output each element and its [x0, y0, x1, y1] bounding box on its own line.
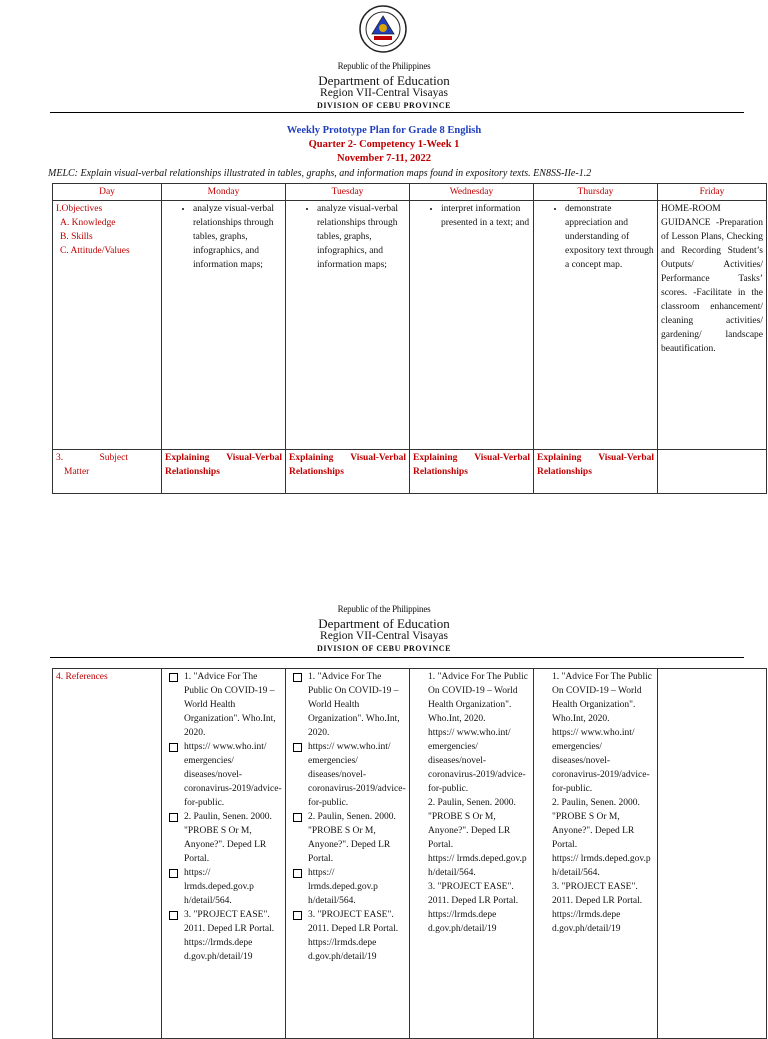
subject-wednesday: Explaining Visual-Verbal Relationships: [410, 450, 534, 494]
subject-friday: [658, 450, 767, 494]
objective-thursday: [534, 201, 658, 450]
subject-tuesday: Explaining Visual-Verbal Relationships: [286, 450, 410, 494]
region-line-2: Region VII-Central Visayas: [320, 630, 448, 642]
plan-title: Weekly Prototype Plan for Grade 8 English: [286, 125, 482, 136]
day-header: Friday: [658, 184, 767, 201]
day-header: Thursday: [534, 184, 658, 201]
subject-word2: Matter: [64, 467, 90, 477]
objective-text: • demonstrate appreciation and understanding of expository text through a concept map.: [565, 202, 654, 272]
melc-text: MELC: Explain visual-verbal relationships illustrated in tables, graphs, and information maps found in expository texts. EN8SS-IIe-1.2: [48, 168, 592, 179]
objective-monday: [162, 201, 286, 450]
references-monday: [162, 669, 286, 1039]
checkbox-icon: [169, 813, 178, 822]
deped-seal-icon: [358, 4, 408, 54]
reference-item: 3. "PROJECT EASE". 2011. Deped LR Portal. https://lrmds.depe d.gov.ph/detail/19: [428, 882, 519, 934]
plan-dates: November 7-11, 2022: [336, 153, 431, 164]
objectives-label: I.Objectives: [56, 204, 103, 214]
references-tuesday: [286, 669, 410, 1039]
checkbox-icon: [293, 743, 302, 752]
reference-item: https://lrmds.depe d.gov.ph/detail/19: [308, 938, 377, 962]
subject-word: Subject: [99, 453, 128, 463]
reference-item: https:// www.who.int/ emergencies/ diseases/novel-coronavirus-2019/advice-for-public.: [552, 728, 650, 794]
day-header: Tuesday: [286, 184, 410, 201]
reference-item: https:// www.who.int/ emergencies/ diseases/novel-coronavirus-2019/advice-for-public.: [184, 742, 282, 808]
division-line-2: DIVISION OF CEBU PROVINCE: [316, 644, 452, 653]
references-row: [53, 669, 767, 1039]
objective-text: • interpret information presented in a text; and: [441, 202, 530, 230]
checkbox-icon: [169, 673, 178, 682]
references-friday: [658, 669, 767, 1039]
reference-item: 1. "Advice For The Public On COVID-19 – World Health Organization". Who.Int, 2020.: [552, 672, 653, 724]
reference-item: 2. Paulin, Senen. 2000. "PROBE S Or M, Anyone?". Deped LR Portal.: [428, 798, 516, 850]
reference-item: https:// lrmds.deped.gov.p h/detail/564.: [184, 868, 254, 906]
weekly-plan-table: [52, 183, 767, 494]
reference-item: https:// www.who.int/ emergencies/ diseases/novel-coronavirus-2019/advice-for-public.: [428, 728, 526, 794]
header-divider-2: [50, 657, 744, 658]
reference-item: 1. "Advice For The Public On COVID-19 – World Health Organization". Who.Int, 2020.: [308, 672, 400, 738]
reference-item: https:// www.who.int/ emergencies/ diseases/novel-coronavirus-2019/advice-for-public.: [308, 742, 406, 808]
reference-item: 1. "Advice For The Public On COVID-19 – World Health Organization". Who.Int, 2020.: [184, 672, 276, 738]
objective-sub: C. Attitude/Values: [60, 246, 130, 256]
day-header: Wednesday: [410, 184, 534, 201]
reference-item: https://lrmds.depe d.gov.ph/detail/19: [184, 938, 253, 962]
references-thursday: [534, 669, 658, 1039]
division-line: DIVISION OF CEBU PROVINCE: [316, 101, 452, 110]
references-table: [52, 668, 767, 1039]
plan-quarter: Quarter 2- Competency 1-Week 1: [308, 139, 460, 150]
objective-text: • analyze visual-verbal relationships through tables, graphs, infographics, and information maps;: [317, 202, 406, 272]
checkbox-icon: [293, 813, 302, 822]
objective-friday: HOME-ROOM GUIDANCE -Preparation of Lesson Plans, Checking and Recording Student’s Outputs/ Activities/ Performance Tasks’ scores. -Facilitate in the classroom enhancement/ cleaning activities/ gardening/ landscape beautification.: [658, 201, 767, 450]
republic-line-2: Republic of the Philippines: [337, 604, 431, 614]
checkbox-icon: [293, 911, 302, 920]
subject-number: 3.: [56, 453, 64, 463]
republic-line: Republic of the Philippines: [337, 61, 431, 71]
reference-item: 2. Paulin, Senen. 2000. "PROBE S Or M, Anyone?". Deped LR Portal.: [552, 798, 640, 850]
references-label: 4. References: [53, 669, 162, 1039]
reference-item: 3. "PROJECT EASE". 2011. Deped LR Portal.: [308, 910, 399, 934]
checkbox-icon: [169, 911, 178, 920]
reference-item: 2. Paulin, Senen. 2000. "PROBE S Or M, Anyone?". Deped LR Portal.: [184, 812, 272, 864]
checkbox-icon: [293, 673, 302, 682]
objective-wednesday: [410, 201, 534, 450]
department-line-2: Department of Education: [318, 616, 450, 631]
subject-row: [53, 450, 767, 494]
reference-item: https:// lrmds.deped.gov.p h/detail/564.: [428, 854, 527, 878]
objective-text: • analyze visual-verbal relationships through tables, graphs, infographics, and information maps;: [193, 202, 282, 272]
checkbox-icon: [293, 869, 302, 878]
reference-item: 2. Paulin, Senen. 2000. "PROBE S Or M, Anyone?". Deped LR Portal.: [308, 812, 396, 864]
subject-thursday: Explaining Visual-Verbal Relationships: [534, 450, 658, 494]
department-line: Department of Education: [318, 73, 450, 88]
region-line: Region VII-Central Visayas: [320, 87, 448, 99]
header-divider: [50, 112, 744, 113]
reference-item: https:// lrmds.deped.gov.p h/detail/564.: [552, 854, 651, 878]
day-header: Monday: [162, 184, 286, 201]
day-header-row: [53, 184, 767, 201]
objective-sub: A. Knowledge: [60, 218, 116, 228]
subject-label-cell: [53, 450, 162, 494]
checkbox-icon: [169, 743, 178, 752]
objective-tuesday: [286, 201, 410, 450]
reference-item: 1. "Advice For The Public On COVID-19 – World Health Organization". Who.Int, 2020.: [428, 672, 529, 724]
reference-item: https:// lrmds.deped.gov.p h/detail/564.: [308, 868, 378, 906]
objectives-row: [53, 201, 767, 450]
objectives-label-cell: [53, 201, 162, 450]
day-header: Day: [53, 184, 162, 201]
checkbox-icon: [169, 869, 178, 878]
reference-item: 3. "PROJECT EASE". 2011. Deped LR Portal.: [184, 910, 275, 934]
reference-item: 3. "PROJECT EASE". 2011. Deped LR Portal. https://lrmds.depe d.gov.ph/detail/19: [552, 882, 643, 934]
references-wednesday: [410, 669, 534, 1039]
subject-monday: Explaining Visual-Verbal Relationships: [162, 450, 286, 494]
objective-sub: B. Skills: [60, 232, 93, 242]
